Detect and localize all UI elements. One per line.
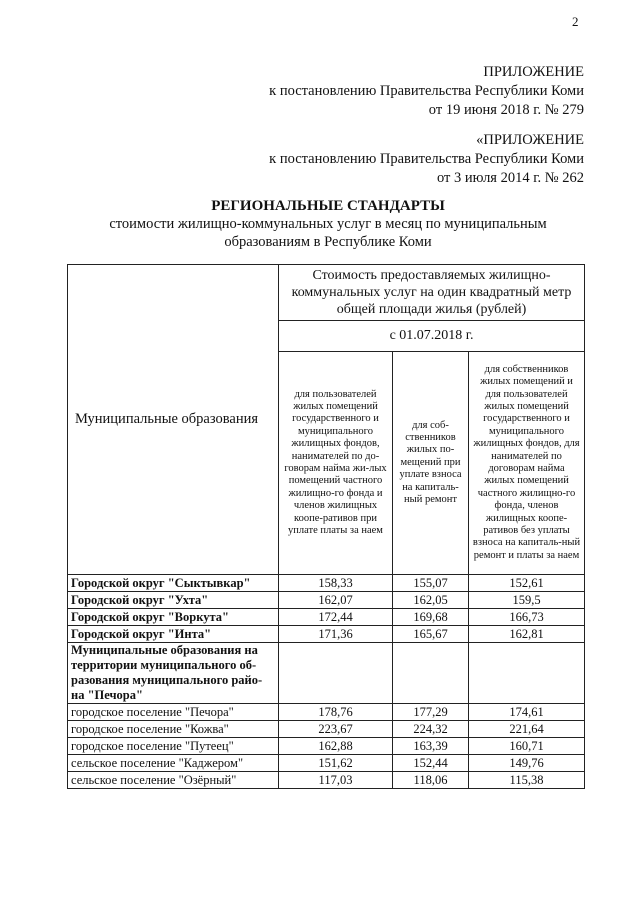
header-municipality: Муниципальные образования [68, 265, 279, 575]
header-col-users: для пользователей жилых помещений государственного и муниципального жилищных фондов, нанимателей по до-говорам найма жи-лых помещений частного жилищно-го фонда и членов жилищных коопе-ративов при уплате платы за наем [279, 352, 393, 575]
appendix-original [269, 131, 584, 188]
row-value-2: 163,39 [393, 738, 469, 755]
appendix-original-date: от 3 июля 2014 г. № 262 [436, 170, 584, 186]
table-row [68, 721, 585, 738]
row-value-2: 155,07 [393, 575, 469, 592]
header-cost: Стоимость предоставляемых жилищно-коммунальных услуг на один квадратный метр общей площади жилья (рублей) [279, 265, 585, 321]
standards-table [67, 264, 585, 789]
row-value-3: 221,64 [469, 721, 585, 738]
row-value-1: 162,88 [279, 738, 393, 755]
table-group-row [68, 643, 585, 704]
row-value-2: 152,44 [393, 755, 469, 772]
table-row [68, 626, 585, 643]
appendix-original-label: «ПРИЛОЖЕНИЕ [476, 132, 584, 148]
row-name: городское поселение "Путеец" [68, 738, 279, 755]
table-row [68, 609, 585, 626]
appendix-current-label: ПРИЛОЖЕНИЕ [483, 64, 584, 80]
row-name: городское поселение "Печора" [68, 704, 279, 721]
empty-cell [469, 643, 585, 704]
row-value-3: 166,73 [469, 609, 585, 626]
group-name: Муниципальные образования на территории муниципального об-разования муниципального райо-на "Печора" [68, 643, 279, 704]
row-value-2: 177,29 [393, 704, 469, 721]
table-row [68, 575, 585, 592]
row-value-2: 118,06 [393, 772, 469, 789]
row-name: Городской округ "Воркута" [68, 609, 279, 626]
row-name: городское поселение "Кожва" [68, 721, 279, 738]
document-title: РЕГИОНАЛЬНЫЕ СТАНДАРТЫ [211, 198, 445, 214]
row-value-1: 171,36 [279, 626, 393, 643]
row-value-3: 162,81 [469, 626, 585, 643]
row-value-1: 151,62 [279, 755, 393, 772]
row-value-3: 149,76 [469, 755, 585, 772]
row-value-2: 169,68 [393, 609, 469, 626]
row-value-1: 178,76 [279, 704, 393, 721]
row-value-2: 162,05 [393, 592, 469, 609]
row-value-2: 165,67 [393, 626, 469, 643]
row-value-3: 160,71 [469, 738, 585, 755]
row-name: Городской округ "Ухта" [68, 592, 279, 609]
empty-cell [279, 643, 393, 704]
row-name: Городской округ "Сыктывкар" [68, 575, 279, 592]
empty-cell [393, 643, 469, 704]
row-value-3: 115,38 [469, 772, 585, 789]
row-name: сельское поселение "Озёрный" [68, 772, 279, 789]
table-row [68, 772, 585, 789]
document-subtitle-line1: стоимости жилищно-коммунальных услуг в месяц по муниципальным [109, 216, 547, 232]
row-name: сельское поселение "Каджером" [68, 755, 279, 772]
table-row [68, 704, 585, 721]
appendix-original-decree: к постановлению Правительства Республики Коми [269, 151, 584, 167]
row-value-3: 174,61 [469, 704, 585, 721]
row-name: Городской округ "Инта" [68, 626, 279, 643]
document-subtitle-line2: образованиям в Республике Коми [224, 234, 432, 250]
row-value-3: 152,61 [469, 575, 585, 592]
page-number: 2 [572, 14, 579, 29]
row-value-1: 117,03 [279, 772, 393, 789]
table-row [68, 592, 585, 609]
appendix-current-date: от 19 июня 2018 г. № 279 [428, 102, 584, 118]
row-value-2: 224,32 [393, 721, 469, 738]
row-value-1: 162,07 [279, 592, 393, 609]
row-value-1: 223,67 [279, 721, 393, 738]
header-col-owners-capital: для соб-ственников жилых по-мещений при уплате взноса на капиталь-ный ремонт [393, 352, 469, 575]
document-title-block [70, 197, 586, 251]
header-col-owners-no-capital: для собственников жилых помещений и для пользователей жилых помещений государственного и муниципального жилищных фондов, для нанимателей по договорам найма жилых помещений частного жилищно-го фонда, членов жилищных коопе-ративов без уплаты взноса на капиталь-ный ремонт и платы за наем [469, 352, 585, 575]
row-value-1: 158,33 [279, 575, 393, 592]
header-date: с 01.07.2018 г. [279, 321, 585, 352]
table-row [68, 738, 585, 755]
row-value-3: 159,5 [469, 592, 585, 609]
appendix-current-decree: к постановлению Правительства Республики Коми [269, 83, 584, 99]
table-row [68, 755, 585, 772]
row-value-1: 172,44 [279, 609, 393, 626]
appendix-current [269, 63, 584, 120]
